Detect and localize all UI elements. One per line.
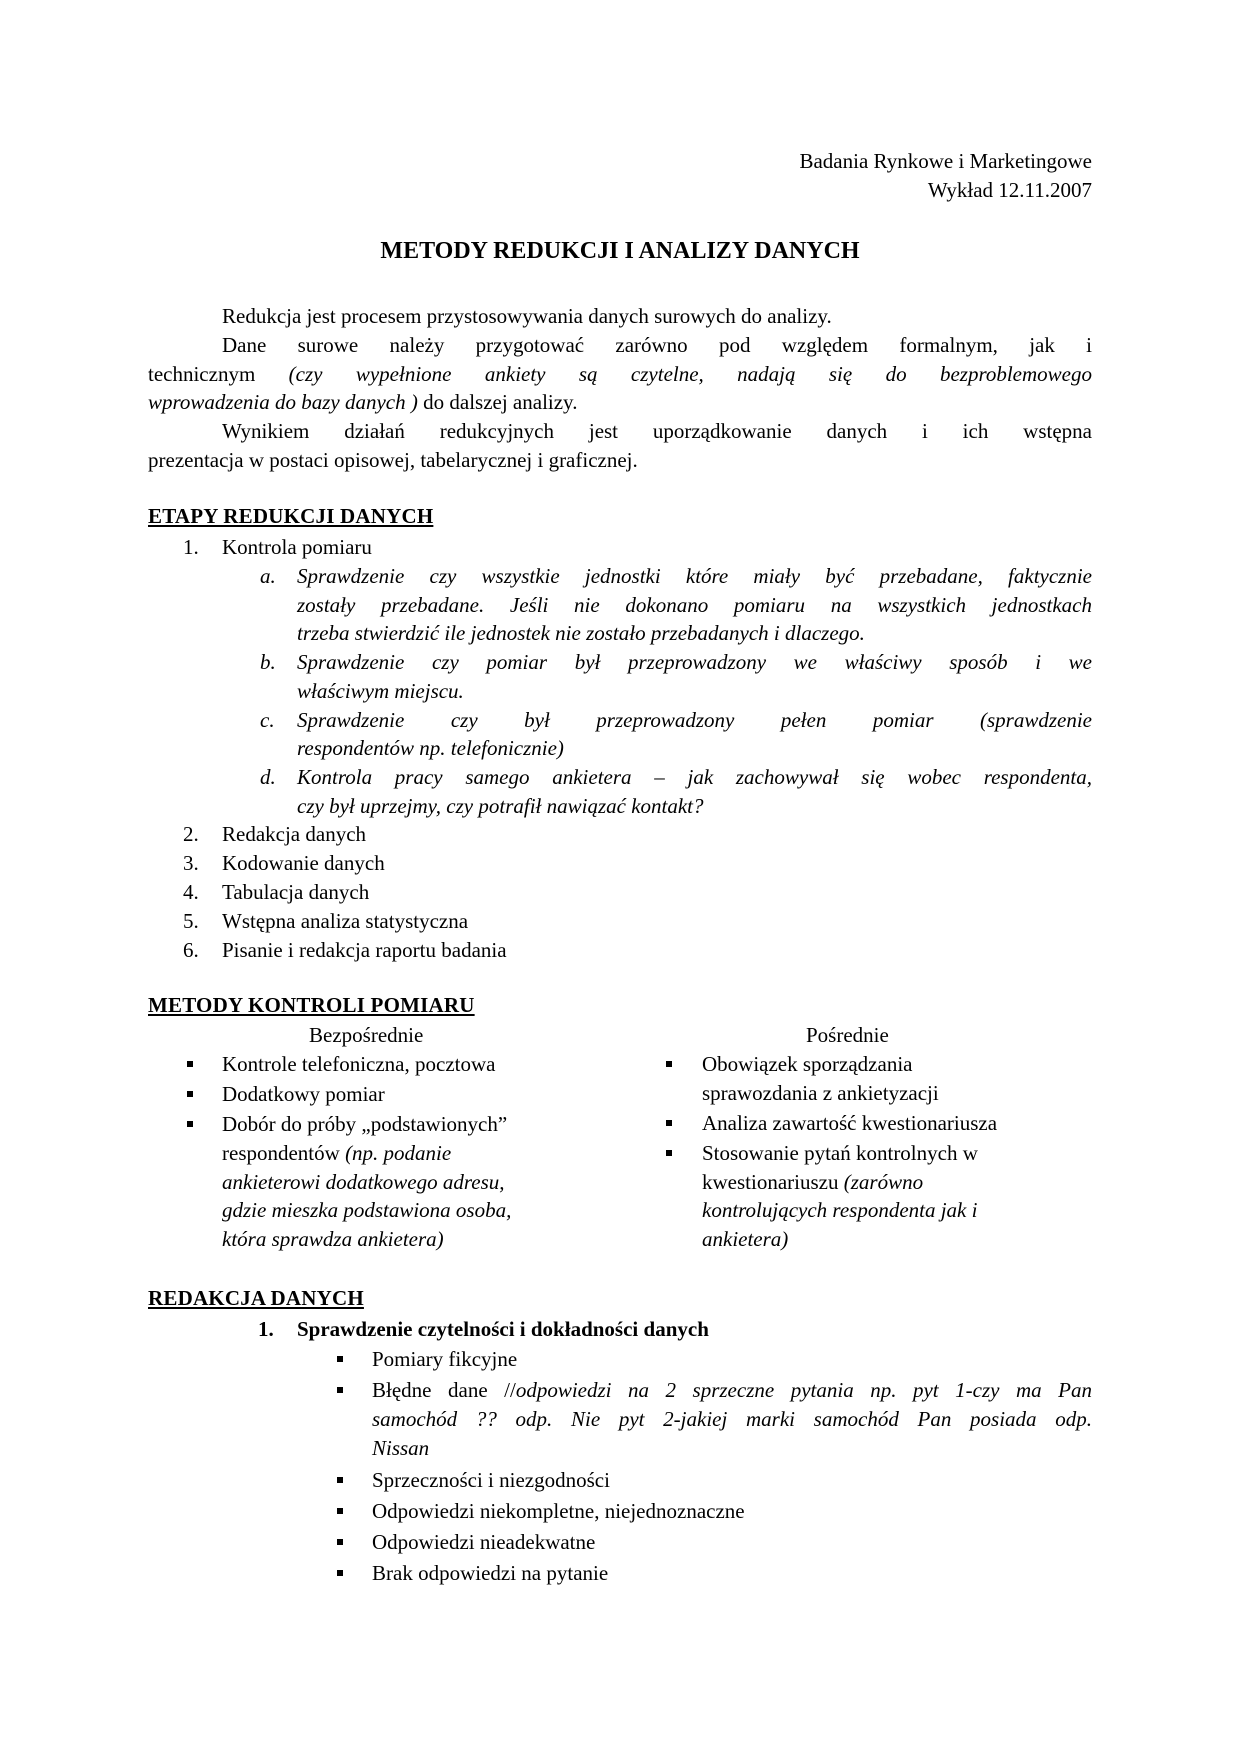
intro-paragraph-2-line-1: Dane surowe należy przygotować zarówno pod względem formalnym, jak i (222, 333, 1092, 357)
list-number: 1. (183, 535, 199, 559)
sublist-line: właściwym miejscu. (297, 679, 464, 703)
column-header-left: Bezpośrednie (309, 1023, 424, 1047)
bullet-text: Dobór do próby „podstawionych” (222, 1112, 508, 1136)
bullet-square (337, 1539, 343, 1545)
section-heading-kontrola: METODY KONTROLI POMIARU (148, 993, 475, 1017)
subsection-number: 1. (258, 1317, 274, 1341)
intro-paragraph-1: Redukcja jest procesem przystosowywania danych surowych do analizy. (222, 304, 832, 328)
bullet-text (222, 1139, 451, 1168)
bullet-text (372, 1376, 1092, 1405)
sublist-line: respondentów np. telefonicznie) (297, 736, 564, 760)
bullet-text: sprawozdania z ankietyzacji (702, 1081, 939, 1105)
bullet-text: samochód ?? odp. Nie pyt 2-jakiej marki samochód Pan posiada odp. (372, 1407, 1092, 1431)
bullet-italic-text: (np. podanie (345, 1141, 452, 1165)
course-name: Badania Rynkowe i Marketingowe (799, 149, 1092, 173)
bullet-square (666, 1061, 672, 1067)
list-number: 4. (183, 880, 199, 904)
bullet-text: ankietera) (702, 1227, 789, 1251)
bullet-plain-text: Błędne dane // (372, 1378, 516, 1402)
sublist-letter: a. (260, 564, 276, 588)
sublist-letter: c. (260, 708, 275, 732)
bullet-plain-text: respondentów (222, 1141, 340, 1165)
sublist-line: Sprawdzenie czy był przeprowadzony pełen pomiar (sprawdzenie (297, 708, 1092, 732)
list-number: 3. (183, 851, 199, 875)
sublist-line: czy był uprzejmy, czy potrafił nawiązać kontakt? (297, 794, 704, 818)
bullet-text (702, 1168, 923, 1197)
intro-italic-text: wprowadzenia do bazy danych ) (148, 390, 418, 414)
bullet-text: Analiza zawartość kwestionariusza (702, 1111, 998, 1135)
list-item-label: Redakcja danych (222, 822, 367, 846)
bullet-text: Obowiązek sporządzania (702, 1052, 913, 1076)
intro-paragraph-3-line-2: prezentacja w postaci opisowej, tabelarycznej i graficznej. (148, 448, 638, 472)
bullet-text: Dodatkowy pomiar (222, 1082, 385, 1106)
sublist-letter: d. (260, 765, 276, 789)
section-heading-etapy: ETAPY REDUKCJI DANYCH (148, 504, 434, 528)
bullet-square (337, 1477, 343, 1483)
bullet-text: Odpowiedzi niekompletne, niejednoznaczne (372, 1499, 745, 1523)
bullet-italic-text: odpowiedzi na 2 sprzeczne pytania np. pyt 1-czy ma Pan (515, 1378, 1092, 1402)
list-item-label: Kodowanie danych (222, 851, 385, 875)
list-number: 5. (183, 909, 199, 933)
bullet-text: Kontrole telefoniczna, pocztowa (222, 1052, 496, 1076)
list-number: 6. (183, 938, 199, 962)
bullet-square (666, 1120, 672, 1126)
bullet-text: gdzie mieszka podstawiona osoba, (222, 1198, 512, 1222)
bullet-square (187, 1121, 193, 1127)
bullet-text: Sprzeczności i niezgodności (372, 1468, 610, 1492)
subsection-title: Sprawdzenie czytelności i dokładności danych (297, 1317, 709, 1341)
bullet-text: ankieterowi dodatkowego adresu, (222, 1170, 505, 1194)
bullet-square (666, 1150, 672, 1156)
intro-paragraph-3-line-1: Wynikiem działań redukcyjnych jest uporządkowanie danych i ich wstępna (222, 419, 1092, 443)
bullet-plain-text: kwestionariuszu (702, 1170, 839, 1194)
section-heading-redakcja: REDAKCJA DANYCH (148, 1286, 364, 1310)
intro-text: technicznym (148, 362, 256, 386)
bullet-text: Pomiary fikcyjne (372, 1347, 518, 1371)
page-title: METODY REDUKCJI I ANALIZY DANYCH (380, 238, 860, 264)
bullet-text: Brak odpowiedzi na pytanie (372, 1561, 609, 1585)
intro-italic-text: (czy wypełnione ankiety są czytelne, nadają się do bezproblemowego (288, 362, 1092, 386)
bullet-square (337, 1508, 343, 1514)
bullet-text: Nissan (372, 1436, 430, 1460)
sublist-letter: b. (260, 650, 276, 674)
list-number: 2. (183, 822, 199, 846)
list-item-label: Pisanie i redakcja raportu badania (222, 938, 507, 962)
bullet-square (187, 1061, 193, 1067)
bullet-italic-text: (zarówno (843, 1170, 924, 1194)
bullet-text: Stosowanie pytań kontrolnych w (702, 1141, 978, 1165)
column-header-right: Pośrednie (806, 1023, 889, 1047)
bullet-text: kontrolujących respondenta jak i (702, 1198, 978, 1222)
sublist-line: Kontrola pracy samego ankietera – jak zachowywał się wobec respondenta, (297, 765, 1092, 789)
sublist-line: Sprawdzenie czy wszystkie jednostki które miały być przebadane, faktycznie (297, 564, 1092, 588)
bullet-square (337, 1570, 343, 1576)
sublist-line: zostały przebadane. Jeśli nie dokonano pomiaru na wszystkich jednostkach (297, 593, 1092, 617)
bullet-square (337, 1356, 343, 1362)
lecture-date: Wykład 12.11.2007 (927, 178, 1092, 202)
intro-text: do dalszej analizy. (423, 390, 578, 414)
list-item-label: Wstępna analiza statystyczna (222, 909, 469, 933)
intro-paragraph-2-line-2 (148, 360, 1092, 389)
sublist-line: Sprawdzenie czy pomiar był przeprowadzony we właściwy sposób i we (297, 650, 1092, 674)
bullet-text: Odpowiedzi nieadekwatne (372, 1530, 596, 1554)
list-item-label: Tabulacja danych (222, 880, 370, 904)
bullet-square (187, 1091, 193, 1097)
intro-paragraph-2-line-3 (148, 388, 577, 417)
bullet-square (337, 1387, 343, 1393)
list-item-label: Kontrola pomiaru (222, 535, 372, 559)
bullet-text: która sprawdza ankietera) (222, 1227, 444, 1251)
sublist-line: trzeba stwierdzić ile jednostek nie zostało przebadanych i dlaczego. (297, 621, 865, 645)
